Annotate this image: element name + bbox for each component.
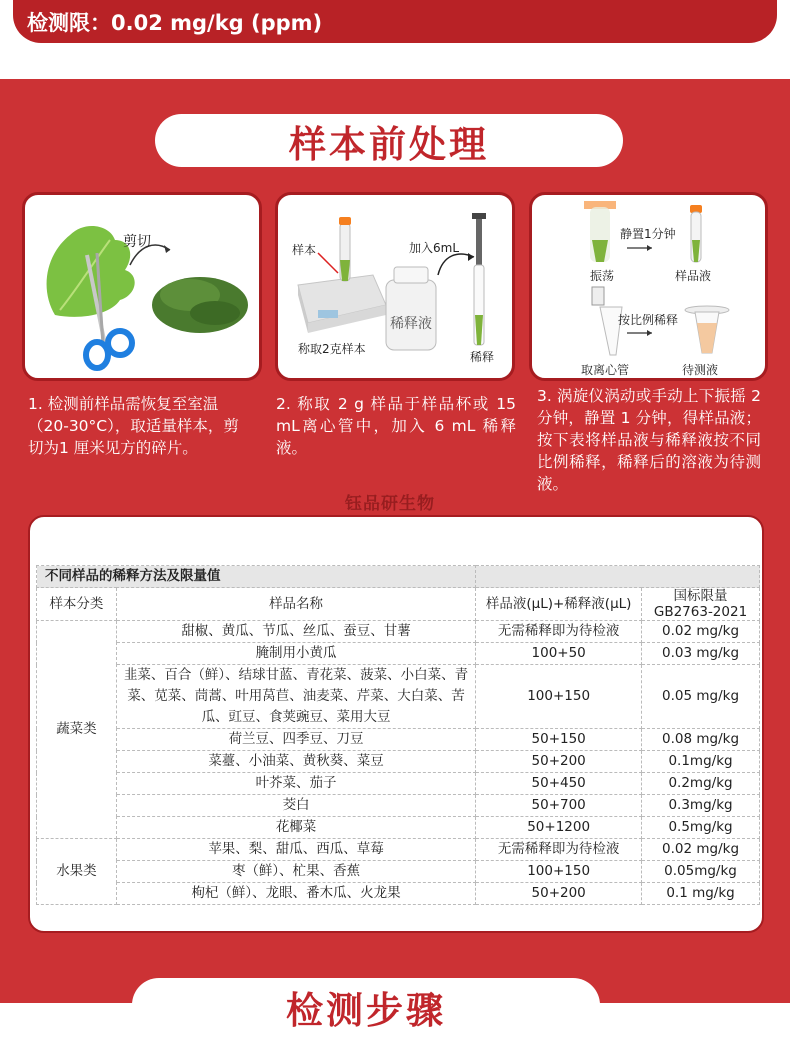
sample-name-cell: 茭白 <box>116 795 475 817</box>
limit-cell: 0.03 mg/kg <box>642 643 760 665</box>
step1-illustration <box>22 192 262 381</box>
weigh-label: 称取2克样本 <box>298 342 366 356</box>
step1-description: 1. 检测前样品需恢复至室温（20-30°C），取适量样本，剪切为1 厘米见方的碎片。 <box>28 395 239 457</box>
header-dilution: 样品液(μL)+稀释液(μL) <box>476 588 642 621</box>
sample-name-cell: 菜薹、小油菜、黄秋葵、菜豆 <box>116 751 475 773</box>
header-limit-line2: GB2763-2021 <box>653 604 748 620</box>
brand-watermark: 钰品研生物 <box>345 494 435 514</box>
category-cell: 蔬菜类 <box>37 621 117 839</box>
sample-name-cell: 叶芥菜、茄子 <box>116 773 475 795</box>
dilution-cell: 50+450 <box>476 773 642 795</box>
table-row <box>37 839 760 861</box>
limit-cell: 0.1mg/kg <box>642 751 760 773</box>
limit-cell: 0.02 mg/kg <box>642 621 760 643</box>
section-title: 样本前处理 <box>289 122 489 166</box>
dilution-limit-table <box>36 565 760 905</box>
table-row <box>37 773 760 795</box>
table-row <box>37 665 760 729</box>
sample-name-cell: 花椰菜 <box>116 817 475 839</box>
sample-name-cell: 苹果、梨、甜瓜、西瓜、草莓 <box>116 839 475 861</box>
dilution-cell: 50+700 <box>476 795 642 817</box>
sample-label: 样本 <box>292 243 317 257</box>
caption-blank <box>476 566 760 588</box>
table-row <box>37 729 760 751</box>
section-title-pill <box>155 114 623 167</box>
table-row <box>37 883 760 905</box>
detection-limit-banner <box>13 0 777 43</box>
take-tube-label: 取离心管 <box>581 363 630 377</box>
sample-name-cell: 甜椒、黄瓜、节瓜、丝瓜、蚕豆、甘薯 <box>116 621 475 643</box>
step2-description: 2. 称取 2 g 样品于样品杯或 15 mL离心管中，加入 6 mL 稀释液。 <box>276 395 516 457</box>
diluent-bottle-label: 稀释液 <box>390 316 432 332</box>
shake-centrifuge-tube-icon <box>532 195 765 378</box>
header-name: 样品名称 <box>116 588 475 621</box>
ratio-dilute-label: 按比例稀释 <box>618 313 679 327</box>
dilution-cell: 50+200 <box>476 751 642 773</box>
step3-illustration <box>529 192 768 381</box>
sample-name-cell: 韭菜、百合（鲜）、结球甘蓝、青花菜、菠菜、小白菜、青菜、苋菜、茼蒿、叶用莴苣、油麦菜、芹菜、大白菜、苦瓜、豇豆、食荚豌豆、菜用大豆 <box>116 665 475 729</box>
header-limit <box>642 588 760 621</box>
dilution-cell: 100+50 <box>476 643 642 665</box>
next-section-title-pill <box>132 978 600 1038</box>
limit-cell: 0.5mg/kg <box>642 817 760 839</box>
table-row <box>37 795 760 817</box>
sample-liquid-label: 样品液 <box>675 269 712 283</box>
table-caption-row <box>37 566 760 588</box>
dilution-cell: 50+150 <box>476 729 642 751</box>
sample-name-cell: 枣（鲜）、杧果、香蕉 <box>116 861 475 883</box>
limit-cell: 0.05mg/kg <box>642 861 760 883</box>
sample-name-cell: 荷兰豆、四季豆、刀豆 <box>116 729 475 751</box>
sample-pretreatment-section <box>0 79 790 1032</box>
limit-cell: 0.3mg/kg <box>642 795 760 817</box>
dilution-cell: 50+200 <box>476 883 642 905</box>
lettuce-scissors-icon <box>25 195 259 378</box>
cut-label: 剪切 <box>123 234 151 250</box>
table-row <box>37 861 760 883</box>
limit-cell: 0.05 mg/kg <box>642 665 760 729</box>
sample-name-cell: 腌制用小黄瓜 <box>116 643 475 665</box>
header-category: 样本分类 <box>37 588 117 621</box>
category-cell: 水果类 <box>37 839 117 905</box>
add-6ml-label: 加入6mL <box>409 241 460 255</box>
dilution-cell: 无需稀释即为待检液 <box>476 621 642 643</box>
limit-cell: 0.02 mg/kg <box>642 839 760 861</box>
table-row <box>37 643 760 665</box>
table-caption: 不同样品的稀释方法及限量值 <box>37 566 476 588</box>
dilution-cell: 100+150 <box>476 665 642 729</box>
shake-label: 振荡 <box>590 269 615 283</box>
table-row <box>37 751 760 773</box>
limit-cell: 0.1 mg/kg <box>642 883 760 905</box>
header-limit-line1: 国标限量 <box>673 588 728 604</box>
detection-limit-text: 检测限：0.02 mg/kg (ppm) <box>27 11 323 35</box>
test-liquid-label: 待测液 <box>682 363 719 377</box>
step3-description: 3. 涡旋仪涡动或手动上下振摇 2 分钟，静置 1 分钟，得样品液；按下表将样品液与稀释液按不同比例稀释，稀释后的溶液为待测液。 <box>537 387 761 493</box>
sample-name-cell: 枸杞（鲜）、龙眼、番木瓜、火龙果 <box>116 883 475 905</box>
next-section-title: 检测步骤 <box>286 989 446 1032</box>
limit-cell: 0.08 mg/kg <box>642 729 760 751</box>
limit-cell: 0.2mg/kg <box>642 773 760 795</box>
stand-1min-label: 静置1分钟 <box>620 227 676 241</box>
dilution-table-card <box>28 515 764 933</box>
dilute-label: 稀释 <box>470 350 495 364</box>
table-row <box>37 621 760 643</box>
step2-illustration <box>275 192 515 381</box>
table-row <box>37 817 760 839</box>
dilution-cell: 100+150 <box>476 861 642 883</box>
table-header-row <box>37 588 760 621</box>
dilution-cell: 无需稀释即为待检液 <box>476 839 642 861</box>
dilution-cell: 50+1200 <box>476 817 642 839</box>
